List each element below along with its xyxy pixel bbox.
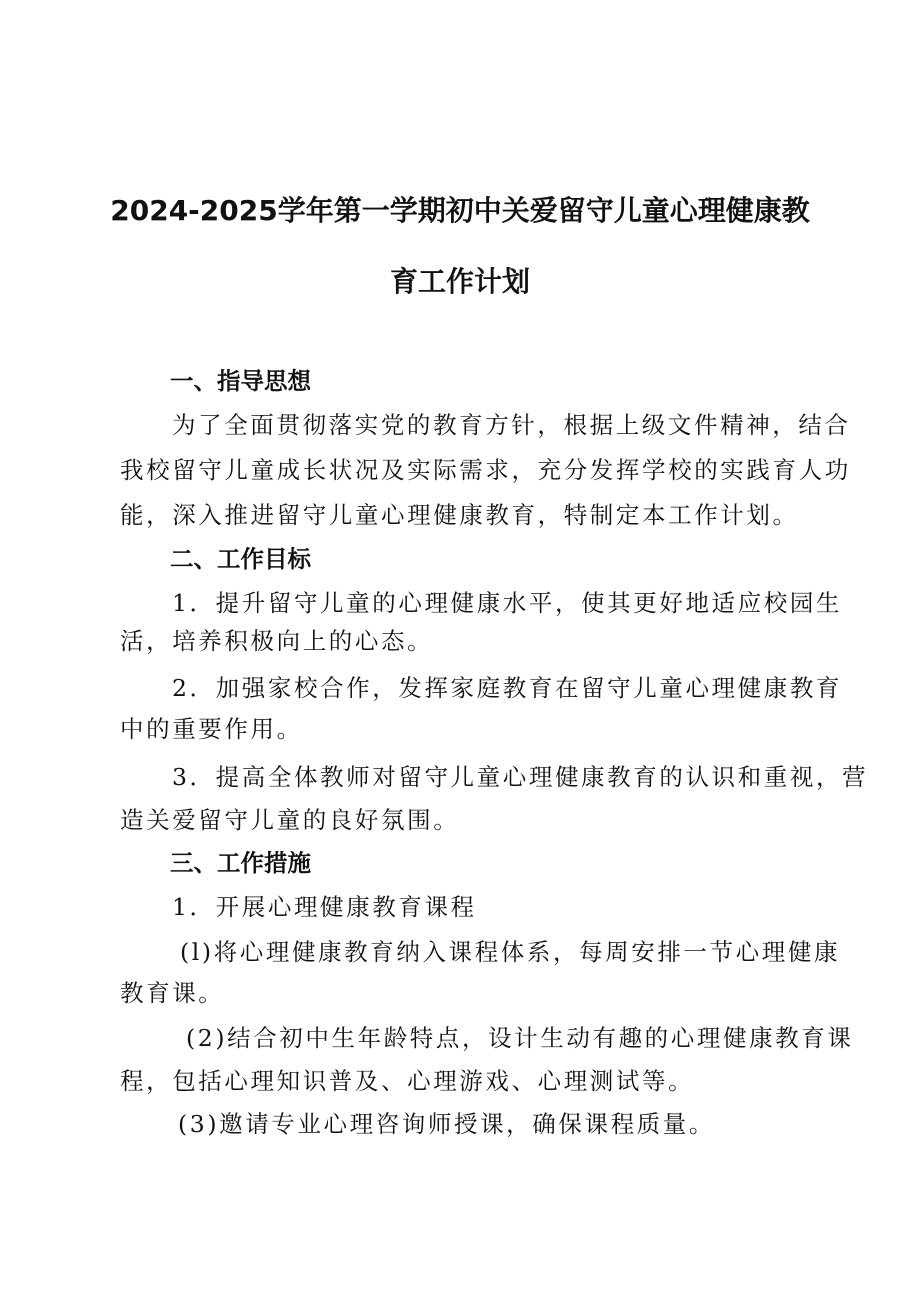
list-item-line: 中的重要作用。 — [120, 715, 303, 743]
paragraph-line: 能，深入推进留守儿童心理健康教育，特制定本工作计划。 — [120, 501, 799, 529]
sub-item-line: 教育课。 — [120, 979, 225, 1007]
list-item-line: 3．提高全体教师对留守儿童心理健康教育的认识和重视，营 — [172, 763, 869, 791]
sub-item-line: 程，包括心理知识普及、心理游戏、心理测试等。 — [120, 1067, 695, 1095]
paragraph-line: 我校留守儿童成长状况及实际需求，充分发挥学校的实践育人功 — [120, 456, 851, 484]
section-heading-work-goals: 二、工作目标 — [170, 545, 311, 573]
sub-item-line: (l)将心理健康教育纳入课程体系，每周安排一节心理健康 — [180, 938, 841, 966]
list-item-line: 造关爱留守儿童的良好氛围。 — [120, 806, 460, 834]
document-title-line-2: 育工作计划 — [389, 265, 530, 298]
section-heading-work-measures: 三、工作措施 — [170, 849, 311, 877]
document-title-line-1: 2024-2025学年第一学期初中关爱留守儿童心理健康教 — [110, 194, 810, 227]
list-item-line: 2．加强家校合作，发挥家庭教育在留守儿童心理健康教育 — [172, 674, 843, 702]
paragraph-line: 为了全面贯彻落实党的教育方针，根据上级文件精神，结合 — [172, 411, 851, 439]
sub-item-line: (2)结合初中生年龄特点，设计生动有趣的心理健康教育课 — [186, 1024, 854, 1052]
sub-item-line: (3)邀请专业心理咨询师授课，确保课程质量。 — [178, 1110, 715, 1138]
list-item-title: 1．开展心理健康教育课程 — [172, 893, 477, 921]
list-item-line: 1．提升留守儿童的心理健康水平，使其更好地适应校园生 — [172, 589, 843, 617]
section-heading-guiding-ideology: 一、指导思想 — [170, 367, 311, 395]
list-item-line: 活，培养积极向上的心态。 — [120, 627, 434, 655]
